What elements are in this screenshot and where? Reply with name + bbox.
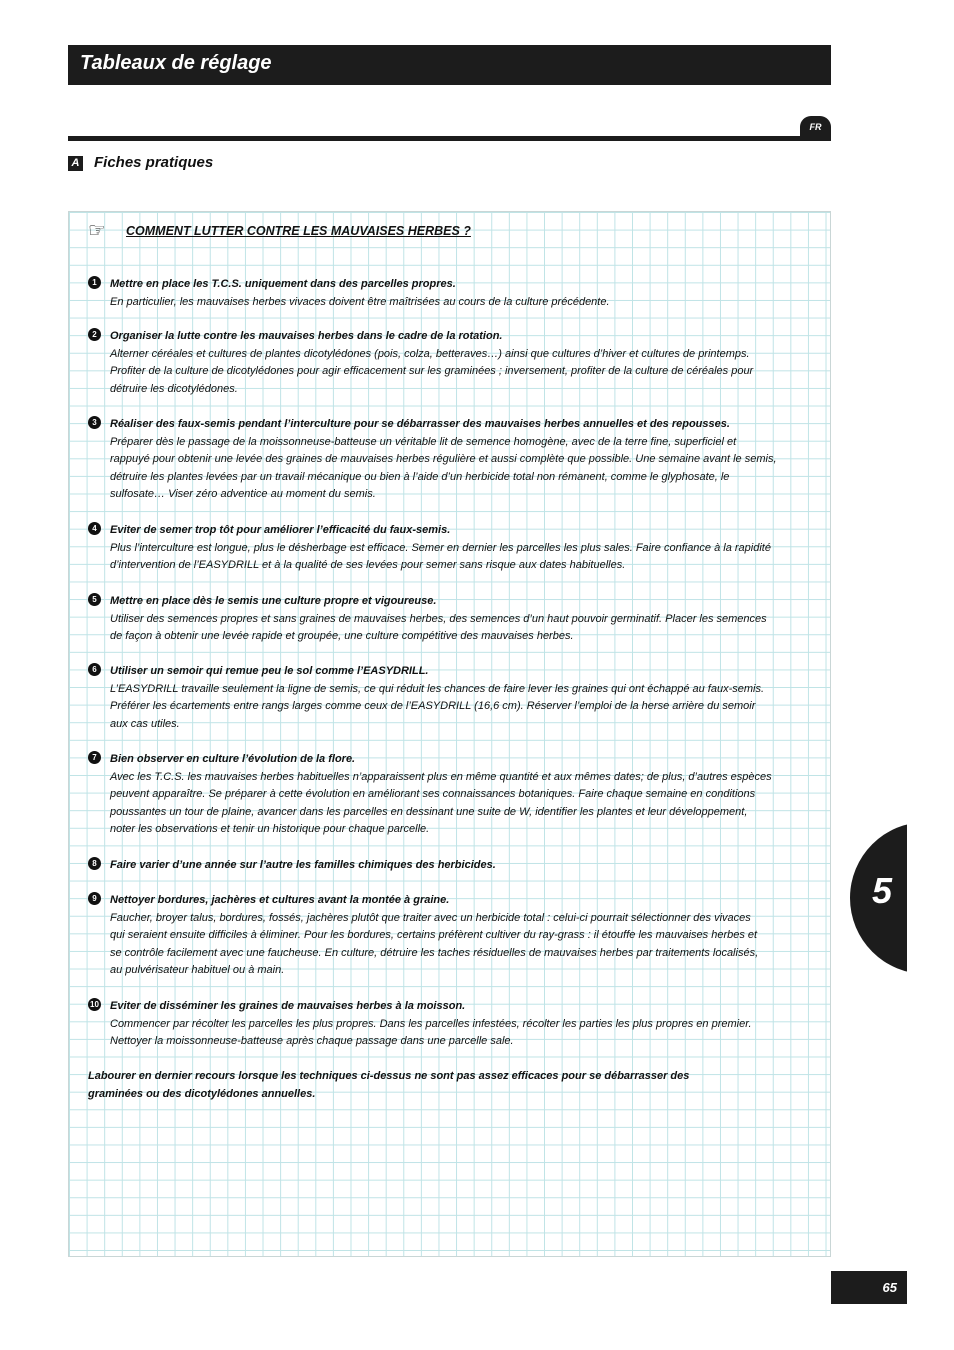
tip-body: Faucher, broyer talus, bordures, fossés, jachères plutôt que traiter avec un herbicide total : celui-ci pourrait sélectionner des vivaces qui seraient ensuite difficiles à éliminer. Pour les bordures, certains préfèrent cultiver du ray-grass : il étouffe les mauvaises herbes et se contrôle facilement avec une faucheuse. En culture, détruire les taches résiduelles de mauvaises herbes par traitements localisés, au pulvérisateur habituel ou à main. [110,911,759,977]
tip-3 [88,416,828,504]
tip-heading: Eviter de disséminer les graines de mauvaises herbes à la moisson. [110,1000,466,1012]
tip-number: 7 [88,751,101,764]
tip-body: Utiliser des semences propres et sans graines de mauvaises herbes, des semences d’un haut pouvoir germinatif. Placer les semences de façon à obtenir une levée rapide et groupée, une culture compétitive des mauvaises herbes. [110,612,767,643]
tip-body: Préparer dès le passage de la moissonneuse-batteuse un véritable lit de semence homogène, avec de la terre fine, superficiel et rappuyé pour obtenir une levée des graines de mauvaises herbes régulière et aussi complète que possible. Une semaine avant le semis, détruire les plantes levées par un travail mécanique ou bien à l’aide d’un herbicide total non rémanent, comme le glyphosate, le sulfosate… Viser zéro adventice au moment du semis. [110,435,777,501]
tip-6 [88,663,828,733]
tip-number: 9 [88,892,101,905]
tip-number: 5 [88,593,101,606]
tip-heading: Faire varier d’une année sur l’autre les familles chimiques des herbicides. [110,859,496,871]
box-title-text: COMMENT LUTTER CONTRE LES MAUVAISES HERBES ? [126,224,471,238]
tip-body: L’EASYDRILL travaille seulement la ligne de semis, ce qui réduit les chances de faire lever les graines qui ont échappé au faux-semis. Préférer les écartements entre rangs larges comme ceux de l’EASYDRILL (16,6 cm). Réserver l’emploi de la herse arrière du semoir aux cas utiles. [110,682,765,730]
tip-heading: Bien observer en culture l’évolution de la flore. [110,753,356,765]
conclusion-text: Labourer en dernier recours lorsque les techniques ci-dessus ne sont pas assez efficaces pour se débarrasser des graminées ou des dicotylédones annuelles. [88,1070,690,1100]
tip-number: 2 [88,328,101,341]
tip-heading: Eviter de semer trop tôt pour améliorer l’efficacité du faux-semis. [110,524,451,536]
tip-heading: Mettre en place dès le semis une culture propre et vigoureuse. [110,595,437,607]
tip-number: 3 [88,416,101,429]
tip-number: 4 [88,522,101,535]
pointing-hand-icon: ☞ [88,220,106,242]
section-title: Fiches pratiques [94,154,214,171]
tip-number: 10 [88,998,101,1011]
tip-body: Alterner céréales et cultures de plantes dicotylédones (pois, colza, betteraves…) ainsi que cultures d’hiver et cultures de printemps. Profiter de la culture de dicotylédones pour agir efficacement sur les graminées ; inversement, profiter de la culture de céréales pour détruire les dicotylédones. [110,347,754,395]
chapter-number: 5 [872,870,893,911]
tip-heading: Mettre en place les T.C.S. uniquement dans des parcelles propres. [110,278,456,290]
box-title [88,221,471,241]
tip-7 [88,751,828,839]
tip-body: Plus l’interculture est longue, plus le désherbage est efficace. Semer en dernier les parcelles les plus sales. Faire confiance à la rapidité d’intervention de l’EASYDRILL et à la qualité de ses levées pour semer sans risque aux dates habituelles. [110,541,771,572]
tip-5 [88,593,828,646]
language-tab: FR [800,116,831,138]
tip-heading: Utiliser un semoir qui remue peu le sol comme l’EASYDRILL. [110,665,429,677]
tip-body: Avec les T.C.S. les mauvaises herbes habituelles n’apparaissent plus en même quantité et aux mêmes dates; de plus, d’autres espèces peuvent apparaître. Se préparer à cette évolution en améliorant ses connaissances botaniques. Faire chaque semaine en conditions poussantes un tour de plaine, avancer dans les parcelles en dessinant une suite de W, identifier les plantes et leur développement, noter les observations et tenir un historique pour chaque parcelle. [110,770,772,836]
tip-9 [88,892,828,980]
tip-heading: Nettoyer bordures, jachères et cultures avant la montée à graine. [110,894,450,906]
tip-10 [88,998,828,1051]
tip-1 [88,276,828,311]
tip-heading: Réaliser des faux-semis pendant l’interculture pour se débarrasser des mauvaises herbes annuelles et des repousses. [110,418,730,430]
page-number: 65 [831,1271,907,1304]
tip-number: 1 [88,276,101,289]
tip-4 [88,522,828,575]
tip-heading: Organiser la lutte contre les mauvaises herbes dans le cadre de la rotation. [110,330,503,342]
chapter-tab-clip [907,800,954,1000]
section-letter: A [68,156,83,171]
tip-2 [88,328,828,398]
tip-body: Commencer par récolter les parcelles les plus propres. Dans les parcelles infestées, récolter les parties les plus propres en premier. Nettoyer la moissonneuse-batteuse après chaque passage dans une parcelle sale. [110,1017,752,1048]
header-bar [68,45,831,85]
tip-number: 8 [88,857,101,870]
tip-body: En particulier, les mauvaises herbes vivaces doivent être maîtrisées au cours de la culture précédente. [110,295,610,308]
page-title: Tableaux de réglage [80,52,272,74]
tip-number: 6 [88,663,101,676]
header-rule [68,136,831,141]
tip-8 [88,857,828,875]
